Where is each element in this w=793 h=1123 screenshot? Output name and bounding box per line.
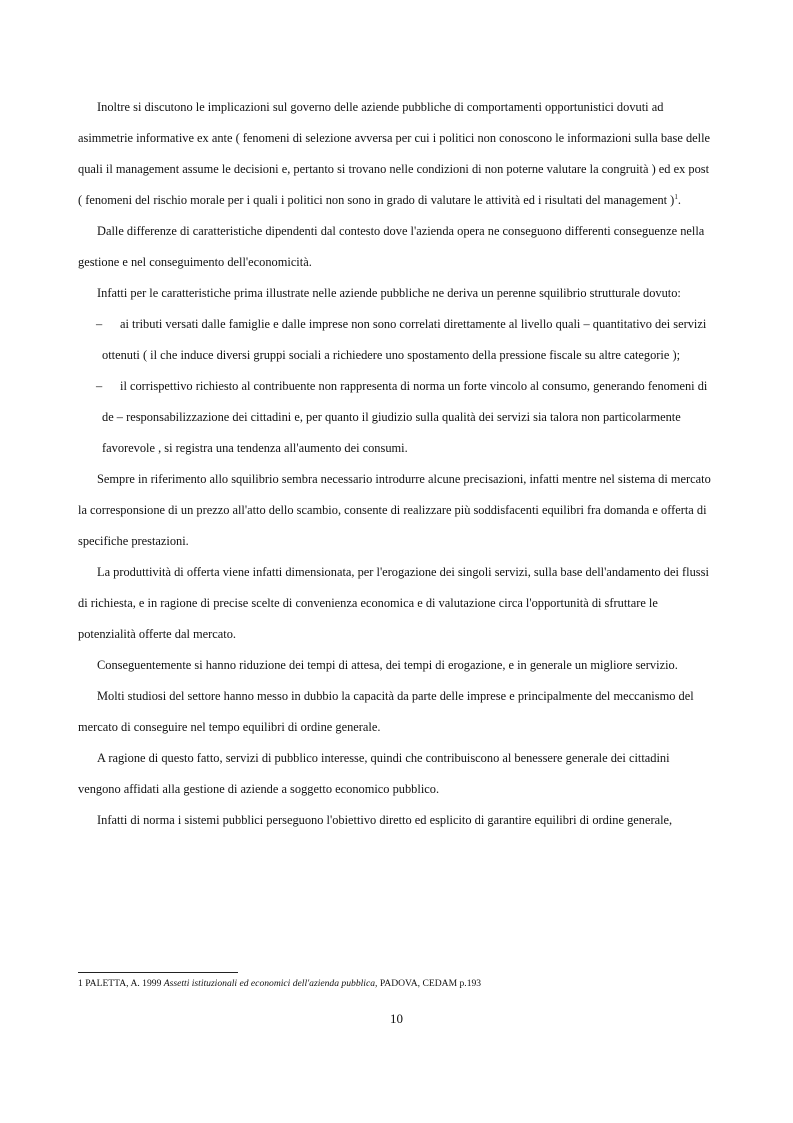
paragraph-2: Dalle differenze di caratteristiche dipendenti dal contesto dove l'azienda opera ne conseguono differenti conseguenze nella gestione e nel conseguimento dell'economicità. — [78, 224, 705, 269]
paragraph-9: Infatti di norma i sistemi pubblici perseguono l'obiettivo diretto ed esplicito di garantire equilibri di ordine generale, — [97, 813, 673, 827]
paragraph-8: A ragione di questo fatto, servizi di pubblico interesse, quindi che contribuiscono al benessere generale dei cittadini vengono affidati alla gestione di aziende a soggetto economico pubblico. — [78, 751, 670, 796]
paragraph-1-end: . — [677, 193, 681, 207]
paragraph-3: Infatti per le caratteristiche prima illustrate nelle aziende pubbliche ne deriva un perenne squilibrio strutturale dovuto: — [97, 286, 681, 300]
page-number: 10 — [390, 1011, 403, 1026]
bullet-dash: – — [96, 379, 103, 393]
page-body — [78, 92, 714, 836]
paragraph-4: Sempre in riferimento allo squilibrio sembra necessario introdurre alcune precisazioni, infatti mentre nel sistema di mercato la corresponsione di un prezzo all'atto dello scambio, consente di realizzare più soddisfacenti equilibri fra domanda e offerta di specifiche prestazioni. — [78, 472, 711, 548]
paragraph-5: La produttività di offerta viene infatti dimensionata, per l'erogazione dei singoli servizi, sulla base dell'andamento dei flussi di richiesta, e in ragione di precise scelte di convenienza economica e di valutazione circa l'opportunità di sfruttare le potenzialità offerte dal mercato. — [78, 565, 709, 641]
bullet-dash: – — [96, 317, 103, 331]
footnote-author: PALETTA, A. 1999 — [85, 978, 162, 989]
paragraph-6: Conseguentemente si hanno riduzione dei tempi di attesa, dei tempi di erogazione, e in generale un migliore servizio. — [97, 658, 678, 672]
paragraph-1 — [78, 92, 714, 216]
footnote-number: 1 — [78, 978, 83, 989]
footnote-ref[interactable]: 1 — [674, 192, 678, 201]
footnote — [78, 977, 718, 991]
footnote-title: Assetti istituzionali ed economici dell'azienda pubblica, — [163, 978, 378, 989]
bullet-text: ai tributi versati dalle famiglie e dalle imprese non sono correlati direttamente al livello quali – quantitativo dei servizi ottenuti ( il che induce diversi gruppi sociali a richiedere uno spostamento della pressione fiscale su altre categorie ); — [102, 317, 707, 362]
footnote-divider — [78, 972, 238, 973]
footnote-publisher: PADOVA, CEDAM p.193 — [379, 978, 482, 989]
paragraph-7: Molti studiosi del settore hanno messo in dubbio la capacità da parte delle imprese e principalmente del meccanismo del mercato di conseguire nel tempo equilibri di ordine generale. — [78, 689, 694, 734]
list-item — [78, 309, 714, 371]
list-item — [78, 371, 714, 464]
paragraph-1-text: Inoltre si discutono le implicazioni sul governo delle aziende pubbliche di comportamenti opportunistici dovuti ad asimmetrie informative ex ante ( fenomeni di selezione avversa per cui i politici non conoscono le informazioni sulla base delle quali il management assume le decisioni e, pertanto si trovano nelle condizioni di non poterne valutare la congruità ) ed ex post ( fenomeni del rischio morale per i quali i politici non sono in grado di valutare le attività ed i risultati del management ) — [78, 100, 711, 207]
bullet-text: il corrispettivo richiesto al contribuente non rappresenta di norma un forte vincolo al consumo, generando fenomeni di de – responsabilizzazione dei cittadini e, per quanto il giudizio sulla qualità dei servizi sia talora non particolarmente favorevole , si registra una tendenza all'aumento dei consumi. — [102, 379, 708, 455]
